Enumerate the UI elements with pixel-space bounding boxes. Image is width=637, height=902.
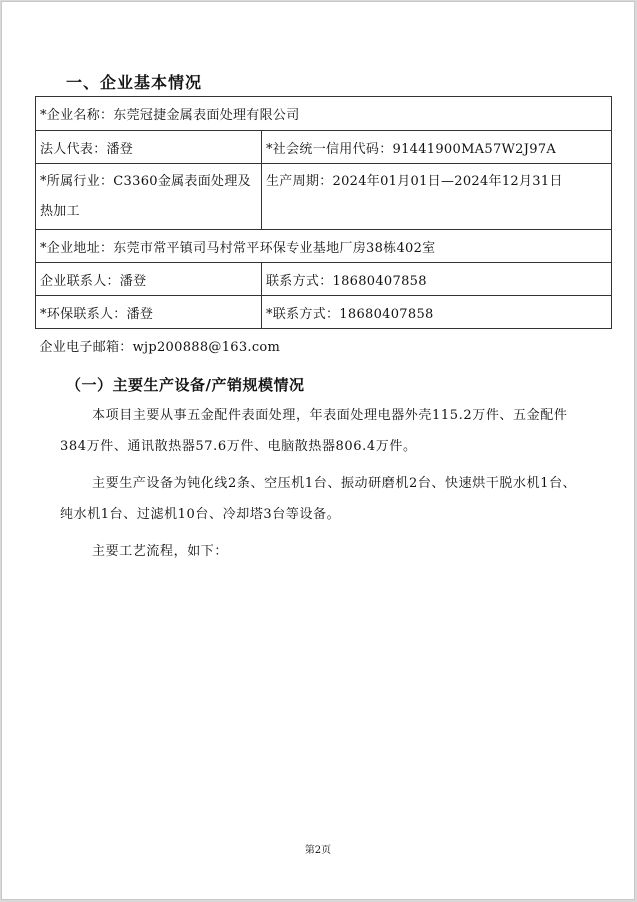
table-row bbox=[36, 164, 612, 230]
company-info-table bbox=[35, 96, 612, 361]
table-row bbox=[36, 131, 612, 164]
env-phone-cell: *联系方式：18680407858 bbox=[262, 296, 612, 329]
subsection-title: （一）主要生产设备/产销规模情况 bbox=[66, 376, 305, 394]
paragraph-process-intro: 主要工艺流程，如下： bbox=[92, 544, 229, 559]
table-row bbox=[36, 263, 612, 296]
paragraph-production-scale: 本项目主要从事五金配件表面处理，年表面处理电器外壳115.2万件、五金配件384万件、通讯散热器57.6万件、电脑散热器806.4万件。 bbox=[60, 408, 568, 454]
document-page bbox=[1, 1, 635, 900]
company-name-cell: *企业名称：东莞冠捷金属表面处理有限公司 bbox=[36, 97, 612, 131]
address-cell: *企业地址：东莞市常平镇司马村常平环保专业基地厂房38栋402室 bbox=[36, 230, 612, 263]
page-number: 第2页 bbox=[304, 845, 332, 856]
table-row bbox=[36, 296, 612, 329]
industry-cell: *所属行业：C3360金属表面处理及热加工 bbox=[36, 164, 262, 230]
table-row bbox=[36, 329, 612, 362]
paragraph-equipment: 主要生产设备为钝化线2条、空压机1台、振动研磨机2台、快速烘干脱水机1台、纯水机1台、过滤机10台、冷却塔3台等设备。 bbox=[60, 476, 577, 522]
legal-rep-cell: 法人代表：潘登 bbox=[36, 131, 262, 164]
contact-phone-cell: 联系方式：18680407858 bbox=[262, 263, 612, 296]
table-row bbox=[36, 230, 612, 263]
env-contact-cell: *环保联系人：潘登 bbox=[36, 296, 262, 329]
contact-cell: 企业联系人：潘登 bbox=[36, 263, 262, 296]
email-cell: 企业电子邮箱：wjp200888@163.com bbox=[36, 329, 612, 362]
period-cell: 生产周期：2024年01月01日—2024年12月31日 bbox=[262, 164, 612, 230]
section-title: 一、企业基本情况 bbox=[66, 73, 203, 92]
credit-code-cell: *社会统一信用代码：91441900MA57W2J97A bbox=[262, 131, 612, 164]
table-row bbox=[36, 97, 612, 131]
